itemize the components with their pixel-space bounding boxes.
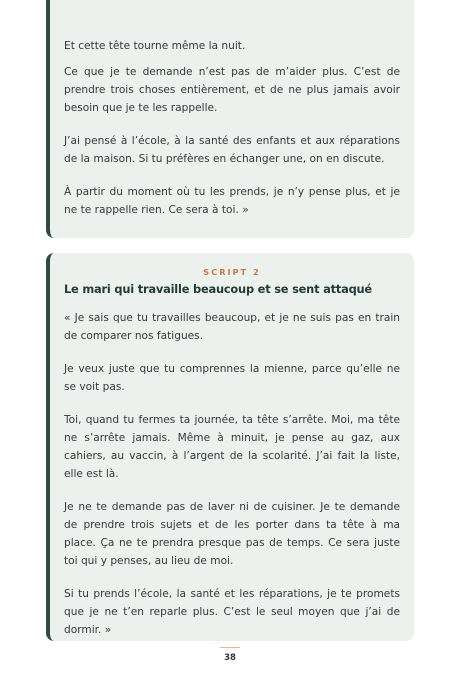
page-number-rule (220, 647, 240, 648)
paragraph: Et cette tête tourne même la nuit. (64, 40, 246, 52)
paragraph: Ce que je te demande n’est pas de m’aider plus. C’est de prendre trois choses entièrement, et de ne plus jamais avoir besoin que je te les rappelle. (64, 66, 400, 114)
script-label: SCRIPT 2 (203, 267, 261, 277)
paragraph: J’ai pensé à l’école, à la santé des enfants et aux réparations de la maison. Si tu préfères en échanger une, on en discute. (64, 135, 400, 165)
paragraph: Si tu prends l’école, la santé et les réparations, je te promets que je ne t’en reparle plus. C’est le seul moyen que j’ai de dormir. » (64, 588, 400, 636)
script-title: Le mari qui travaille beaucoup et se sent attaqué (64, 282, 372, 296)
paragraph: Toi, quand tu fermes ta journée, ta tête s’arrête. Moi, ma tête ne s’arrête jamais. Même à minuit, je pense au gaz, aux cahiers, au vaccin, à l’argent de la scolarité. J’ai fait la liste, elle est là. (64, 414, 400, 480)
page-number: 38 (224, 653, 236, 663)
paragraph: « Je sais que tu travailles beaucoup, et je ne suis pas en train de comparer nos fatigues. (64, 312, 400, 342)
script-card-previous (46, 0, 414, 238)
paragraph: Je veux juste que tu comprennes la mienne, parce qu’elle ne se voit pas. (64, 363, 400, 393)
paragraph: À partir du moment où tu les prends, je n’y pense plus, et je ne te rappelle rien. Ce sera à toi. » (64, 186, 400, 216)
script-card-2 (46, 253, 414, 641)
paragraph: Je ne te demande pas de laver ni de cuisiner. Je te demande de prendre trois sujets et de les porter dans ta tête à ma place. Ça ne te prendra presque pas de temps. Ce sera juste toi qui y penses, au lieu de moi. (64, 501, 400, 567)
